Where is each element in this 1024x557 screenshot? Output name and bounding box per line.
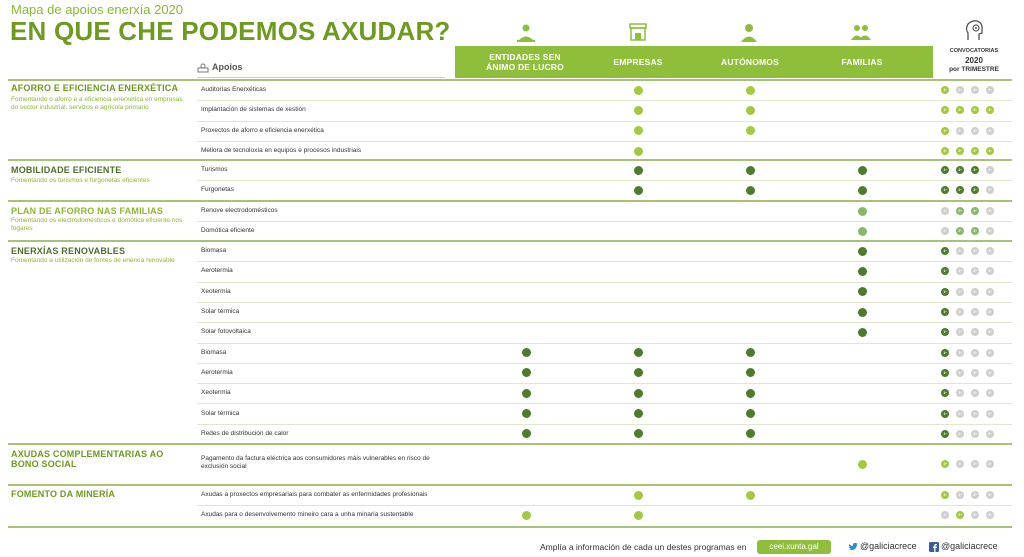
quarter-badge: 4º — [986, 460, 994, 468]
availability-dot — [634, 147, 643, 156]
quarter-badge: 2º — [956, 207, 964, 215]
row-divider — [197, 180, 1012, 181]
availability-dot — [746, 429, 755, 438]
quarter-badge: 2º — [956, 186, 964, 194]
section-divider — [8, 79, 1012, 81]
quarter-badge: 2º — [956, 267, 964, 275]
availability-dot — [858, 227, 867, 236]
quarter-badge: 2º — [956, 308, 964, 316]
availability-dot — [746, 409, 755, 418]
row-divider — [197, 403, 1012, 404]
quarter-badge: 4º — [986, 308, 994, 316]
quarter-badge: 1º — [941, 288, 949, 296]
availability-dot — [858, 207, 867, 216]
quarter-badge: 1º — [941, 410, 949, 418]
support-item-label: Aerotermia — [201, 267, 233, 275]
availability-dot — [634, 429, 643, 438]
quarter-badge: 4º — [986, 288, 994, 296]
support-item-label: Implantación de sistemas de xestión — [201, 106, 306, 114]
support-item-label: Domótica eficiente — [201, 227, 255, 235]
quarter-badge: 1º — [941, 186, 949, 194]
quarter-badge: 1º — [941, 166, 949, 174]
availability-dot — [522, 389, 531, 398]
column-header-autonomos: AUTÓNOMOS — [721, 57, 779, 67]
store-icon — [627, 21, 649, 43]
availability-dot — [858, 308, 867, 317]
quarter-badge: 1º — [941, 369, 949, 377]
quarter-badge: 2º — [956, 410, 964, 418]
support-item-label: Renove electrodomésticos — [201, 207, 278, 215]
category-description: Fomentando a utilización de fontes de enerxía renovable — [11, 257, 175, 264]
availability-dot — [634, 166, 643, 175]
quarter-badge: 1º — [941, 86, 949, 94]
facebook-handle[interactable] — [929, 541, 998, 552]
row-divider — [197, 383, 1012, 384]
availability-dot — [522, 511, 531, 520]
quarter-badge: 4º — [986, 166, 994, 174]
row-divider — [197, 221, 1012, 222]
quarter-badge: 1º — [941, 430, 949, 438]
quarter-badge: 3º — [971, 288, 979, 296]
quarter-badge: 2º — [956, 127, 964, 135]
support-item-label: Pagamento da factura eléctrica aos consumidores máis vulnerables en risco de exclusión social — [201, 455, 430, 470]
quarter-badge: 4º — [986, 389, 994, 397]
category-description: Fomentando os turismos e furgonetas eficientes — [11, 177, 150, 184]
footer-text: Amplía a información de cada un destes programas en — [540, 542, 747, 552]
section-divider — [8, 484, 1012, 486]
head-gear-icon — [962, 18, 988, 44]
availability-dot — [858, 287, 867, 296]
quarter-badge: 3º — [971, 186, 979, 194]
quarter-badge: 3º — [971, 369, 979, 377]
quarter-badge: 1º — [941, 127, 949, 135]
support-item-label: Xeotermia — [201, 287, 231, 295]
quarter-badge: 1º — [941, 349, 949, 357]
apoios-label: Apoios — [212, 62, 243, 72]
availability-dot — [634, 368, 643, 377]
quarter-badge: 3º — [971, 460, 979, 468]
row-divider — [197, 100, 1012, 101]
section-divider — [8, 240, 1012, 242]
quarter-badge: 4º — [986, 369, 994, 377]
page-title: EN QUE CHE PODEMOS AXUDAR? — [10, 16, 451, 46]
availability-dot — [634, 126, 643, 135]
quarter-badge: 3º — [971, 308, 979, 316]
quarter-badge: 1º — [941, 207, 949, 215]
availability-dot — [634, 106, 643, 115]
person-icon — [738, 21, 760, 43]
quarter-badge: 4º — [986, 86, 994, 94]
availability-dot — [522, 429, 531, 438]
row-divider — [197, 322, 1012, 323]
quarter-badge: 4º — [986, 410, 994, 418]
column-header-empresas: EMPRESAS — [613, 57, 663, 67]
quarter-badge: 1º — [941, 308, 949, 316]
availability-dot — [522, 409, 531, 418]
availability-dot — [858, 247, 867, 256]
row-divider — [197, 363, 1012, 364]
quarter-badge: 2º — [956, 389, 964, 397]
quarter-badge: 3º — [971, 106, 979, 114]
availability-dot — [746, 491, 755, 500]
support-item-label: Redes de distribución de calor — [201, 429, 289, 437]
quarter-badge: 1º — [941, 267, 949, 275]
availability-dot — [522, 368, 531, 377]
quarter-badge: 3º — [971, 166, 979, 174]
availability-dot — [746, 186, 755, 195]
quarter-badge: 2º — [956, 491, 964, 499]
hand-coin-icon — [197, 63, 209, 73]
quarter-badge: 3º — [971, 267, 979, 275]
support-item-label: Mellora de tecnoloxía en equipos e procesos industriais — [201, 147, 362, 155]
quarter-badge: 4º — [986, 127, 994, 135]
quarter-badge: 3º — [971, 127, 979, 135]
availability-dot — [746, 86, 755, 95]
category-title: ENERXÍAS RENOVABLES — [11, 246, 126, 256]
quarter-badge: 3º — [971, 511, 979, 519]
support-item-label: Axudas a proxectos empresariais para combater as enfermidades profesionais — [201, 491, 428, 499]
availability-dot — [634, 491, 643, 500]
quarter-badge: 2º — [956, 106, 964, 114]
support-item-label: Solar térmica — [201, 409, 240, 417]
support-item-label: Xeotermia — [201, 389, 231, 397]
quarter-badge: 4º — [986, 511, 994, 519]
column-header-entidades: ENTIDADES SEN ÁNIMO DE LUCRO — [486, 52, 564, 72]
availability-dot — [858, 267, 867, 276]
quarter-badge: 1º — [941, 106, 949, 114]
quarter-badge: 2º — [956, 247, 964, 255]
row-divider — [197, 121, 1012, 122]
support-item-label: Solar fotovoltaica — [201, 328, 251, 336]
quarter-badge: 3º — [971, 328, 979, 336]
availability-dot — [634, 409, 643, 418]
quarter-badge: 3º — [971, 147, 979, 155]
quarter-badge: 3º — [971, 410, 979, 418]
quarter-badge: 3º — [971, 491, 979, 499]
row-divider — [197, 141, 1012, 142]
support-item-label: Furgonetas — [201, 186, 234, 194]
family-icon — [850, 21, 872, 43]
availability-dot — [746, 348, 755, 357]
support-item-label: Axudas para o desenvolvemento mineiro cara a unha minaría sustentable — [201, 511, 414, 519]
quarter-badge: 3º — [971, 349, 979, 357]
quarter-badge: 2º — [956, 328, 964, 336]
quarter-badge: 2º — [956, 511, 964, 519]
hand-person-icon — [515, 21, 537, 43]
availability-dot — [746, 368, 755, 377]
quarter-badge: 1º — [941, 247, 949, 255]
category-description: Fomentando o aforro e a eficiencia enerxética en empresas do sector industrial, servizos e agrícola primario — [11, 96, 183, 111]
support-item-label: Turismos — [201, 166, 228, 174]
quarter-badge: 2º — [956, 166, 964, 174]
quarter-badge: 4º — [986, 491, 994, 499]
facebook-handle-text: @galiciacrece — [941, 541, 998, 551]
category-description: Fomentando os electrodomésticos e domótica eficiente nos fogares — [11, 217, 183, 232]
quarter-badge: 1º — [941, 389, 949, 397]
availability-dot — [634, 186, 643, 195]
category-title: MOBILIDADE EFICIENTE — [11, 165, 122, 175]
quarter-badge: 4º — [986, 147, 994, 155]
availability-dot — [634, 511, 643, 520]
convocatorias-label: CONVOCATORIAS — [949, 48, 999, 54]
quarter-badge: 1º — [941, 491, 949, 499]
row-divider — [197, 302, 1012, 303]
row-divider — [197, 424, 1012, 425]
section-divider — [8, 526, 1012, 528]
quarter-badge: 3º — [971, 86, 979, 94]
page-subtitle: Mapa de apoios enerxía 2020 — [11, 2, 184, 17]
section-divider — [8, 200, 1012, 202]
support-item-label: Aerotermia — [201, 368, 233, 376]
support-item-label: Biomasa — [201, 247, 227, 255]
availability-dot — [858, 166, 867, 175]
footer-link[interactable]: ceei.xunta.gal — [757, 540, 831, 554]
row-divider — [197, 343, 1012, 344]
availability-dot — [858, 328, 867, 337]
quarter-badge: 4º — [986, 430, 994, 438]
quarter-badge: 4º — [986, 106, 994, 114]
quarter-badge: 3º — [971, 227, 979, 235]
quarter-badge: 4º — [986, 328, 994, 336]
support-item-label: Auditorías Enerxéticas — [201, 86, 267, 94]
quarter-badge: 2º — [956, 227, 964, 235]
category-title: FOMENTO DA MINERÍA — [11, 489, 116, 499]
quarter-badge: 4º — [986, 349, 994, 357]
twitter-handle-text: @galiciacrece — [860, 541, 917, 551]
availability-dot — [746, 389, 755, 398]
section-divider — [8, 443, 1012, 445]
quarter-badge: 2º — [956, 369, 964, 377]
quarter-badge: 1º — [941, 511, 949, 519]
availability-dot — [634, 86, 643, 95]
quarter-badge: 2º — [956, 288, 964, 296]
column-header-familias: FAMILIAS — [841, 57, 883, 67]
quarter-badge: 1º — [941, 328, 949, 336]
apoios-header — [197, 62, 445, 78]
category-title: AXUDAS COMPLEMENTARIAS AO BONO SOCIAL — [11, 449, 164, 469]
quarter-badge: 2º — [956, 460, 964, 468]
quarter-badge: 2º — [956, 349, 964, 357]
availability-dot — [858, 460, 867, 469]
twitter-handle[interactable] — [848, 541, 917, 552]
row-divider — [197, 261, 1012, 262]
availability-dot — [858, 186, 867, 195]
availability-dot — [634, 348, 643, 357]
category-title: PLAN DE AFORRO NAS FAMILIAS — [11, 206, 164, 216]
support-item-label: Biomasa — [201, 348, 227, 356]
quarter-badge: 1º — [941, 147, 949, 155]
quarter-badge: 4º — [986, 186, 994, 194]
quarter-badge: 1º — [941, 460, 949, 468]
quarter-badge: 1º — [941, 227, 949, 235]
quarter-badge: 3º — [971, 430, 979, 438]
row-divider — [197, 282, 1012, 283]
quarter-badge: 4º — [986, 207, 994, 215]
availability-dot — [634, 389, 643, 398]
convocatorias-year: 2020 — [965, 56, 983, 65]
category-title: AFORRO E EFICIENCIA ENERXÉTICA — [11, 83, 179, 93]
quarter-badge: 4º — [986, 227, 994, 235]
quarter-badge: 2º — [956, 86, 964, 94]
row-divider — [197, 505, 1012, 506]
availability-dot — [746, 126, 755, 135]
quarter-badge: 3º — [971, 207, 979, 215]
section-divider — [8, 159, 1012, 161]
convocatorias-trimestre: por TRIMESTRE — [949, 66, 999, 73]
facebook-icon — [929, 542, 939, 552]
support-item-label: Solar térmica — [201, 308, 240, 316]
quarter-badge: 2º — [956, 147, 964, 155]
availability-dot — [746, 106, 755, 115]
quarter-badge: 4º — [986, 267, 994, 275]
availability-dot — [522, 348, 531, 357]
quarter-badge: 4º — [986, 247, 994, 255]
availability-dot — [746, 166, 755, 175]
quarter-badge: 3º — [971, 247, 979, 255]
support-item-label: Proxectos de aforro e eficiencia enerxética — [201, 126, 324, 134]
twitter-icon — [848, 542, 858, 552]
quarter-badge: 3º — [971, 389, 979, 397]
quarter-badge: 2º — [956, 430, 964, 438]
